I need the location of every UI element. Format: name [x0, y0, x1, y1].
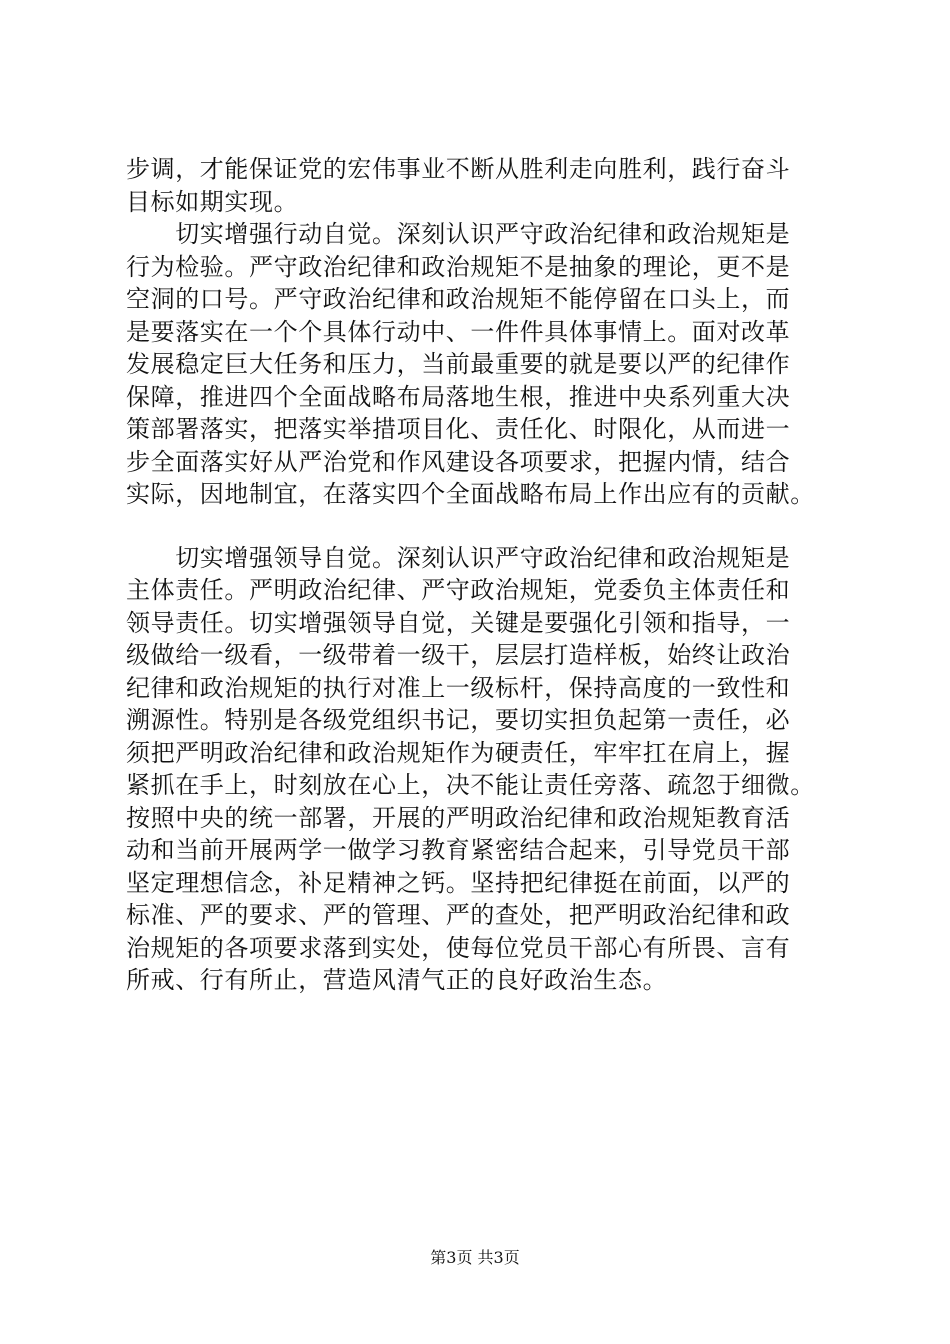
paragraph-leadership-awareness — [126, 542, 846, 997]
text-line: 紧抓在手上，时刻放在心上，决不能让责任旁落、疏忽于细微。 — [126, 771, 815, 799]
text-line: 须把严明政治纪律和政治规矩作为硬责任，牢牢扛在肩上，握 — [126, 738, 791, 767]
text-line: 治规矩的各项要求落到实处，使每位党员干部心有所畏、言有 — [126, 933, 791, 962]
text-line: 步调，才能保证党的宏伟事业不断从胜利走向胜利，践行奋斗 — [126, 155, 791, 183]
paragraph-action-awareness — [126, 218, 846, 511]
text-line: 策部署落实，把落实举措项目化、责任化、时限化，从而进一 — [126, 415, 791, 443]
text-line: 空洞的口号。严守政治纪律和政治规矩不能停留在口头上，而 — [126, 285, 791, 313]
text-line: 溯源性。特别是各级党组织书记，要切实担负起第一责任，必 — [126, 706, 791, 734]
text-line: 切实增强领导自觉。深刻认识严守政治纪律和政治规矩是 — [126, 543, 791, 572]
text-line: 级做给一级看，一级带着一级干，层层打造样板，始终让政治 — [126, 641, 791, 669]
document-body — [126, 153, 846, 997]
text-line: 实际，因地制宜，在落实四个全面战略布局上作出应有的贡献。 — [126, 480, 815, 508]
text-line: 领导责任。切实增强领导自觉，关键是要强化引领和指导，一 — [126, 608, 791, 637]
text-line: 步全面落实好从严治党和作风建设各项要求，把握内情，结合 — [126, 447, 791, 476]
text-line: 主体责任。严明政治纪律、严守政治规矩，党委负主体责任和 — [126, 576, 791, 604]
text-line: 按照中央的统一部署，开展的严明政治纪律和政治规矩教育活 — [126, 803, 791, 832]
page-number-footer: 第3页 共3页 — [430, 1248, 520, 1267]
text-line: 动和当前开展两学一做学习教育紧密结合起来，引导党员干部 — [126, 836, 791, 864]
text-line: 行为检验。严守政治纪律和政治规矩不是抽象的理论，更不是 — [126, 252, 791, 281]
text-line: 目标如期实现。 — [126, 187, 299, 216]
text-line: 发展稳定巨大任务和压力，当前最重要的就是要以严的纪律作 — [126, 350, 791, 378]
text-line: 是要落实在一个个具体行动中、一件件具体事情上。面对改革 — [126, 317, 791, 346]
text-line: 切实增强行动自觉。深刻认识严守政治纪律和政治规矩是 — [126, 220, 791, 248]
text-line: 所戒、行有所止，营造风清气正的良好政治生态。 — [126, 966, 668, 994]
text-line: 纪律和政治规矩的执行对准上一级标杆，保持高度的一致性和 — [126, 673, 791, 702]
text-line: 标准、严的要求、严的管理、严的查处，把严明政治纪律和政 — [126, 901, 791, 929]
text-line: 保障，推进四个全面战略布局落地生根，推进中央系列重大决 — [126, 382, 791, 411]
paragraph-continuation — [126, 153, 846, 218]
paragraph-spacer — [126, 511, 846, 542]
text-line: 坚定理想信念，补足精神之钙。坚持把纪律挺在前面，以严的 — [126, 868, 791, 897]
